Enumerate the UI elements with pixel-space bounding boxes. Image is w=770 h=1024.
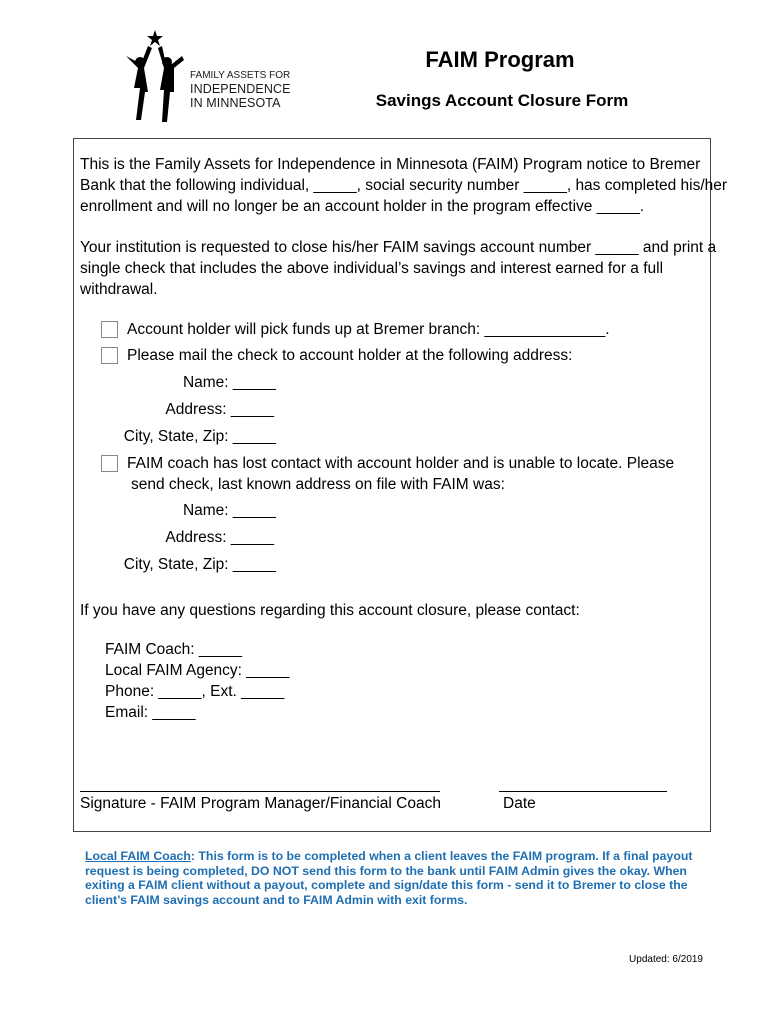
faim-coach-field[interactable]: FAIM Coach: _____: [105, 641, 242, 658]
updated-date: Updated: 6/2019: [629, 954, 703, 965]
page-title: FAIM Program: [425, 47, 575, 72]
date-line[interactable]: [499, 791, 667, 792]
form-subtitle: Savings Account Closure Form: [375, 91, 629, 110]
logo-text: FAMILY ASSETS FOR INDEPENDENCE IN MINNESOTA: [190, 70, 291, 110]
notice-line-3: enrollment and will no longer be an account holder in the program effective _____.: [80, 198, 645, 215]
notice-line-2: Bank that the following individual, _____, social security number _____, has completed his/her: [80, 177, 728, 194]
signature-label: Signature - FAIM Program Manager/Financial Coach: [80, 795, 441, 812]
phone-field[interactable]: Phone: _____, Ext. _____: [105, 683, 285, 700]
signature-line[interactable]: [80, 791, 440, 792]
request-line-2: single check that includes the above individual’s savings and interest earned for a full: [80, 260, 664, 277]
note-heading: Local FAIM Coach: [85, 849, 191, 863]
local-agency-field[interactable]: Local FAIM Agency: _____: [105, 662, 290, 679]
date-label: Date: [503, 795, 536, 812]
mail-city-state-zip-field[interactable]: City, State, Zip: _____: [123, 428, 276, 445]
mail-name-field[interactable]: Name: _____: [182, 374, 276, 391]
email-field[interactable]: Email: _____: [105, 704, 196, 721]
note-text: : This form is to be completed when a client leaves the FAIM program. If a final payout request is being completed, DO NOT send this form to the bank until FAIM Admin gives the okay. When exiting a FAIM client without a payout, complete and sign/date this form - send it to Bremer to close the client’s FAIM savings account and to FAIM Admin with exit forms.: [85, 849, 693, 907]
coach-instructions-note: [85, 849, 695, 907]
pickup-checkbox[interactable]: [101, 321, 118, 338]
request-line-1: Your institution is requested to close his/her FAIM savings account number _____ and print a: [80, 239, 717, 256]
mail-option-label: Please mail the check to account holder at the following address:: [127, 347, 573, 364]
request-line-3: withdrawal.: [80, 281, 158, 298]
lost-contact-option-line-2: send check, last known address on file with FAIM was:: [131, 476, 505, 493]
mail-address-field[interactable]: Address: _____: [165, 401, 274, 418]
mail-checkbox[interactable]: [101, 347, 118, 364]
pickup-option-label: Account holder will pick funds up at Bremer branch: ______________.: [127, 321, 610, 338]
lost-contact-checkbox[interactable]: [101, 455, 118, 472]
lost-address-field[interactable]: Address: _____: [165, 529, 274, 546]
lost-contact-option-line-1: FAIM coach has lost contact with account holder and is unable to locate. Please: [127, 455, 675, 472]
lost-name-field[interactable]: Name: _____: [182, 502, 276, 519]
questions-text: If you have any questions regarding this account closure, please contact:: [80, 602, 580, 619]
lost-city-state-zip-field[interactable]: City, State, Zip: _____: [123, 556, 276, 573]
notice-line-1: This is the Family Assets for Independence in Minnesota (FAIM) Program notice to Bremer: [80, 156, 701, 173]
